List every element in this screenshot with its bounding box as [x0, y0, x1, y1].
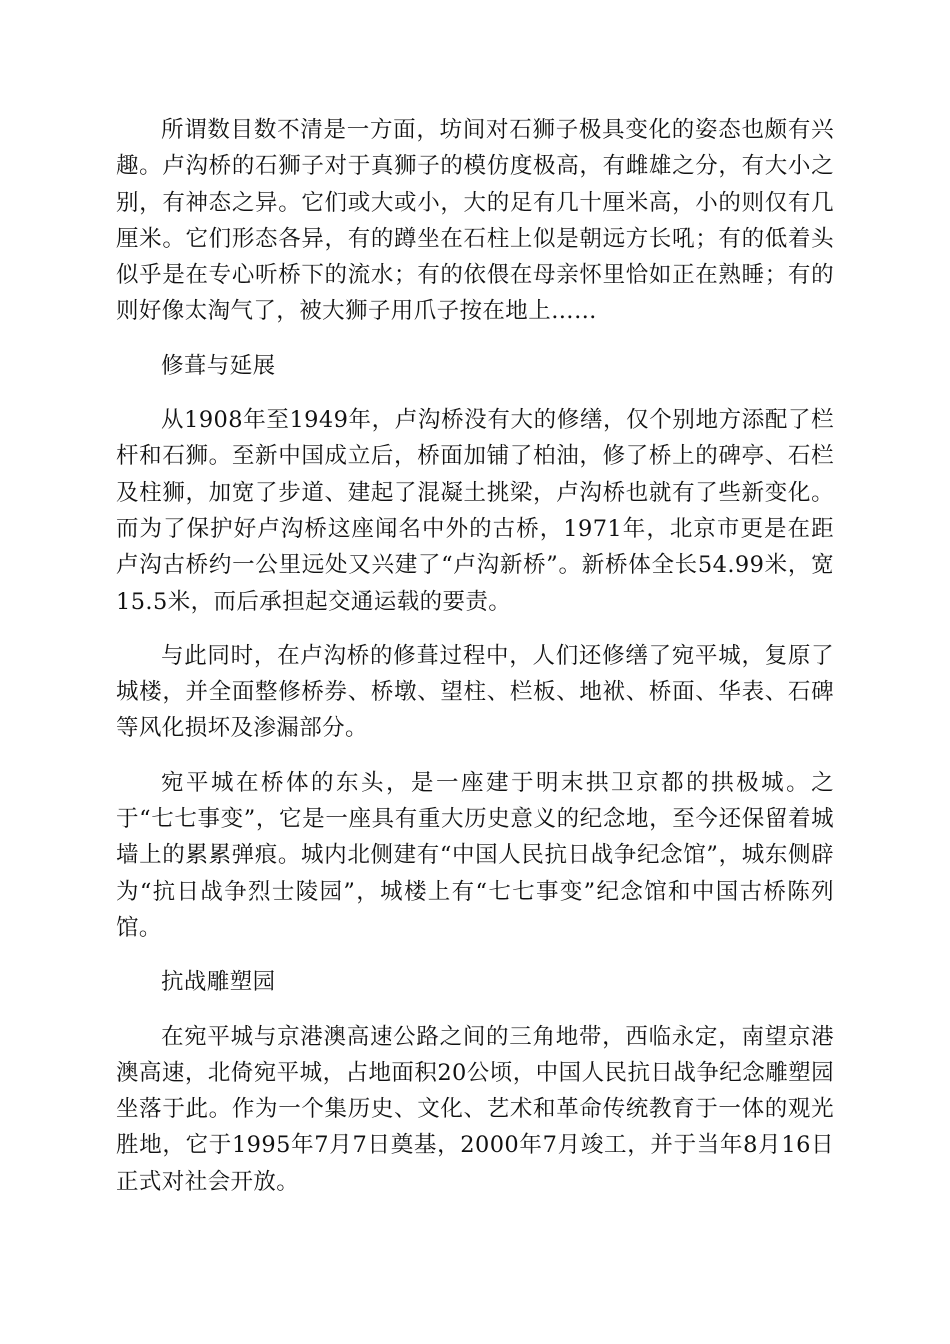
section-heading-repair-extension: 修葺与延展: [161, 352, 276, 379]
paragraph-wanping-restoration: 与此同时，在卢沟桥的修葺过程中，人们还修缮了宛平城，复原了城楼，并全面整修桥券、桥墩、望柱、栏板、地袱、桥面、华表、石碑等风化损坏及渗漏部分。: [116, 642, 834, 742]
paragraph-repair-history: 从1908年至1949年，卢沟桥没有大的修缮，仅个别地方添配了栏杆和石狮。至新中国成立后，桥面加铺了柏油，修了桥上的碑亭、石栏及柱狮，加宽了步道、建起了混凝土挑梁，卢沟桥也就有了些新变化。而为了保护好卢沟桥这座闻名中外的古桥，1971年，北京市更是在距卢沟古桥约一公里远处又兴建了“卢沟新桥”。新桥体全长54.99米，宽15.5米，而后承担起交通运载的要责。: [116, 407, 834, 615]
paragraph-sculpture-park: 在宛平城与京港澳高速公路之间的三角地带，西临永定，南望京港澳高速，北倚宛平城，占地面积20公顷，中国人民抗日战争纪念雕塑园坐落于此。作为一个集历史、文化、艺术和革命传统教育于一体的观光胜地，它于1995年7月7日奠基，2000年7月竣工，并于当年8月16日正式对社会开放。: [116, 1023, 834, 1195]
paragraph-wanping-city: 宛平城在桥体的东头，是一座建于明末拱卫京都的拱极城。之于“七七事变”，它是一座具有重大历史意义的纪念地，至今还保留着城墙上的累累弹痕。城内北侧建有“中国人民抗日战争纪念馆”，城东侧辟为“抗日战争烈士陵园”，城楼上有“七七事变”纪念馆和中国古桥陈列馆。: [116, 769, 834, 941]
article-body: [116, 112, 834, 1218]
paragraph-stone-lions: 所谓数目数不清是一方面，坊间对石狮子极具变化的姿态也颇有兴趣。卢沟桥的石狮子对于真狮子的模仿度极高，有雌雄之分，有大小之别，有神态之异。它们或大或小，大的足有几十厘米高，小的则仅有几厘米。它们形态各异，有的蹲坐在石柱上似是朝远方长吼；有的低着头似乎是在专心听桥下的流水；有的依偎在母亲怀里恰如正在熟睡；有的则好像太淘气了，被大狮子用爪子按在地上……: [116, 117, 834, 325]
section-heading-sculpture-park: 抗战雕塑园: [161, 969, 276, 996]
